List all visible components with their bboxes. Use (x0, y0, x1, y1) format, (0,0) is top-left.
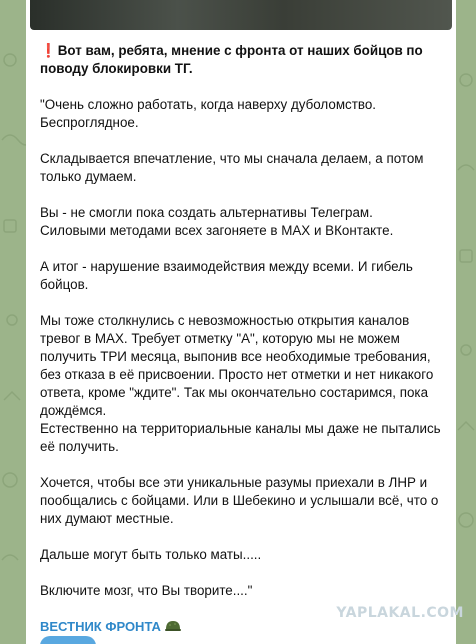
reaction-pill[interactable] (40, 636, 96, 644)
paragraph-1: "Очень сложно работать, когда наверху дуболомство. Беспроглядное. (40, 97, 380, 130)
military-helmet-icon (165, 619, 181, 638)
signature-text[interactable]: ВЕСТНИК ФРОНТА (40, 619, 161, 634)
paragraph-2: Складывается впечатление, что мы сначала делаем, а потом только думаем. (40, 151, 428, 184)
paragraph-7: Хочется, чтобы все эти уникальные разумы приехали в ЛНР и пообщались с бойцами. Или в Шебекино и услышали всё, что о них думают местные. (40, 475, 443, 526)
paragraph-3: Вы - не смогли пока создать альтернативы Телеграм. Силовыми методами всех загоняете в MAX и ВКонтакте. (40, 205, 394, 238)
paragraph-8: Дальше могут быть только маты..... (40, 547, 262, 562)
message-bubble (26, 0, 456, 644)
paragraph-9: Включите мозг, что Вы творите...." (40, 583, 253, 598)
paragraph-6: Естественно на территориальные каналы мы даже не пытались её получить. (40, 421, 445, 454)
headline-text: Вот вам, ребята, мнение с фронта от наших бойцов по поводу блокировки ТГ. (40, 43, 423, 76)
watermark-logo: YAPLAKAL.COM (336, 605, 464, 621)
paragraph-4: А итог - нарушение взаимодействия между всеми. И гибель бойцов. (40, 259, 417, 292)
message-body (26, 30, 456, 638)
message-headline (40, 42, 442, 78)
media-preview[interactable] (30, 0, 452, 30)
exclamation-icon: ❗ (40, 43, 57, 58)
paragraph-5: Мы тоже столкнулись с невозможностью открытия каналов тревог в MAX. Требует отметку "А", которую мы не можем получить ТРИ месяца, выпонив все необходимые требования, без отказа в её присвоении. Просто нет отметки и нет никакого ответа, кроме "ждите". Так мы окончательно состаримся, пока дождёмся. (40, 313, 438, 418)
channel-signature[interactable] (40, 618, 442, 638)
